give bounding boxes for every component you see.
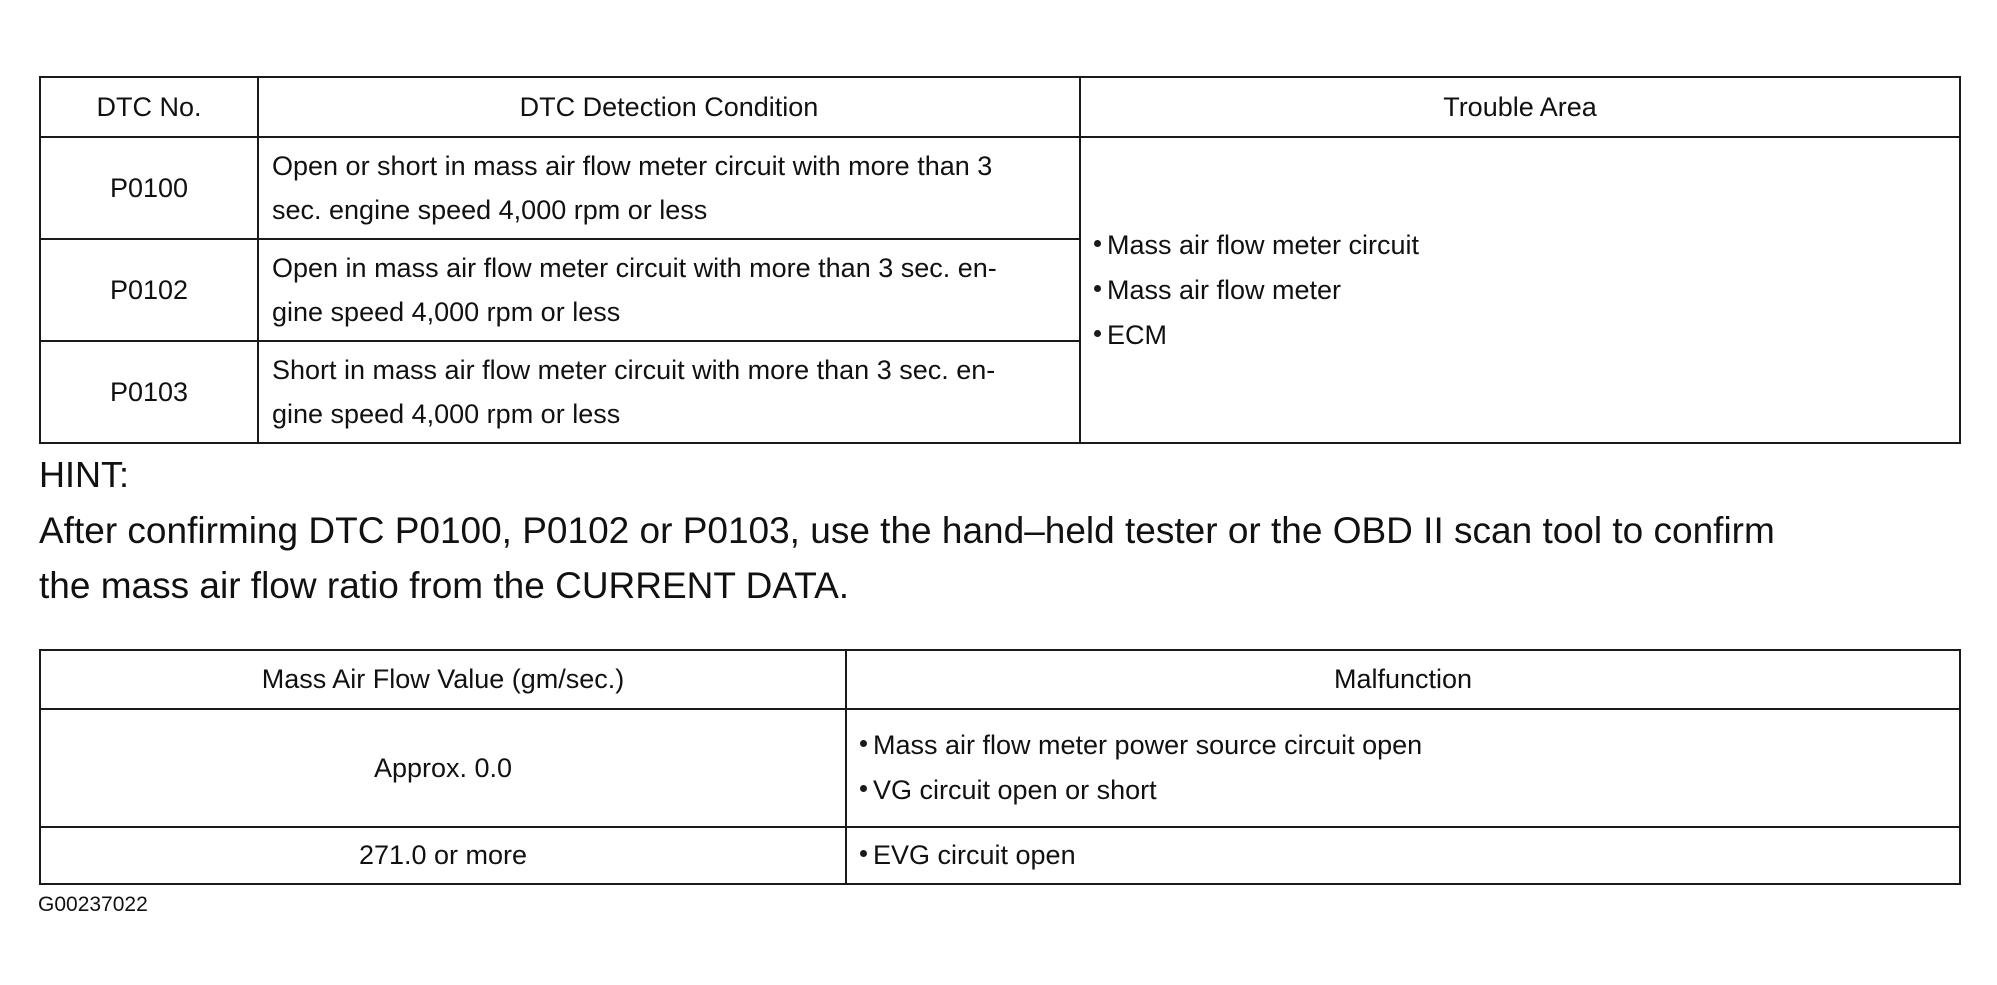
trouble-area-item: Mass air flow meter xyxy=(1107,274,1342,305)
detection-condition-header: DTC Detection Condition xyxy=(258,77,1080,137)
trouble-area-header: Trouble Area xyxy=(1080,77,1960,137)
list-item xyxy=(1094,313,1959,358)
bullet-icon xyxy=(1094,330,1101,337)
bullet-icon xyxy=(860,850,867,857)
hint-text-line: the mass air flow ratio from the CURRENT DATA. xyxy=(39,565,850,606)
dtc-code: P0100 xyxy=(40,137,258,239)
list-item xyxy=(860,833,1959,878)
mass-air-flow-table xyxy=(39,649,1961,885)
mass-air-flow-value-header: Mass Air Flow Value (gm/sec.) xyxy=(40,650,846,709)
condition-line: Open or short in mass air flow meter circuit with more than 3 xyxy=(272,151,993,181)
bullet-icon xyxy=(860,785,867,792)
dtc-no-header: DTC No. xyxy=(40,77,258,137)
hint-text xyxy=(39,503,1974,613)
malfunction-item: VG circuit open or short xyxy=(873,775,1157,805)
detection-condition xyxy=(258,341,1080,443)
condition-line: gine speed 4,000 rpm or less xyxy=(272,399,621,429)
dtc-code: P0102 xyxy=(40,239,258,341)
condition-line: Short in mass air flow meter circuit with more than 3 sec. en- xyxy=(272,355,996,385)
maf-table-header-row xyxy=(40,650,1960,709)
dtc-code: P0103 xyxy=(40,341,258,443)
hint-text-line: After confirming DTC P0100, P0102 or P0103, use the hand–held tester or the OBD II scan tool to confirm xyxy=(39,510,1775,551)
table-row xyxy=(40,137,1960,239)
detection-condition xyxy=(258,239,1080,341)
trouble-area-item: Mass air flow meter circuit xyxy=(1107,229,1420,260)
trouble-area-list xyxy=(1094,223,1959,358)
figure-id: G00237022 xyxy=(38,893,148,916)
malfunction xyxy=(846,709,1960,827)
detection-condition xyxy=(258,137,1080,239)
hint-label: HINT: xyxy=(39,454,129,495)
dtc-table-header-row xyxy=(40,77,1960,137)
malfunction-header: Malfunction xyxy=(846,650,1960,709)
list-item xyxy=(860,723,1959,768)
bullet-icon xyxy=(860,740,867,747)
bullet-icon xyxy=(1094,285,1101,292)
trouble-area-item: ECM xyxy=(1107,319,1167,350)
condition-line: sec. engine speed 4,000 rpm or less xyxy=(272,195,708,225)
list-item xyxy=(1094,223,1959,268)
malfunction xyxy=(846,827,1960,884)
trouble-area xyxy=(1080,137,1960,443)
malfunction-list xyxy=(860,833,1959,878)
condition-line: Open in mass air flow meter circuit with more than 3 sec. en- xyxy=(272,253,997,283)
mass-air-flow-value: Approx. 0.0 xyxy=(40,709,846,827)
table-row xyxy=(40,827,1960,884)
table-row xyxy=(40,709,1960,827)
list-item xyxy=(1094,268,1959,313)
malfunction-item: Mass air flow meter power source circuit open xyxy=(873,730,1423,760)
dtc-table xyxy=(39,76,1961,444)
condition-line: gine speed 4,000 rpm or less xyxy=(272,297,621,327)
mass-air-flow-value: 271.0 or more xyxy=(40,827,846,884)
malfunction-list xyxy=(860,723,1959,813)
malfunction-item: EVG circuit open xyxy=(873,840,1076,870)
bullet-icon xyxy=(1094,240,1101,247)
list-item xyxy=(860,768,1959,813)
